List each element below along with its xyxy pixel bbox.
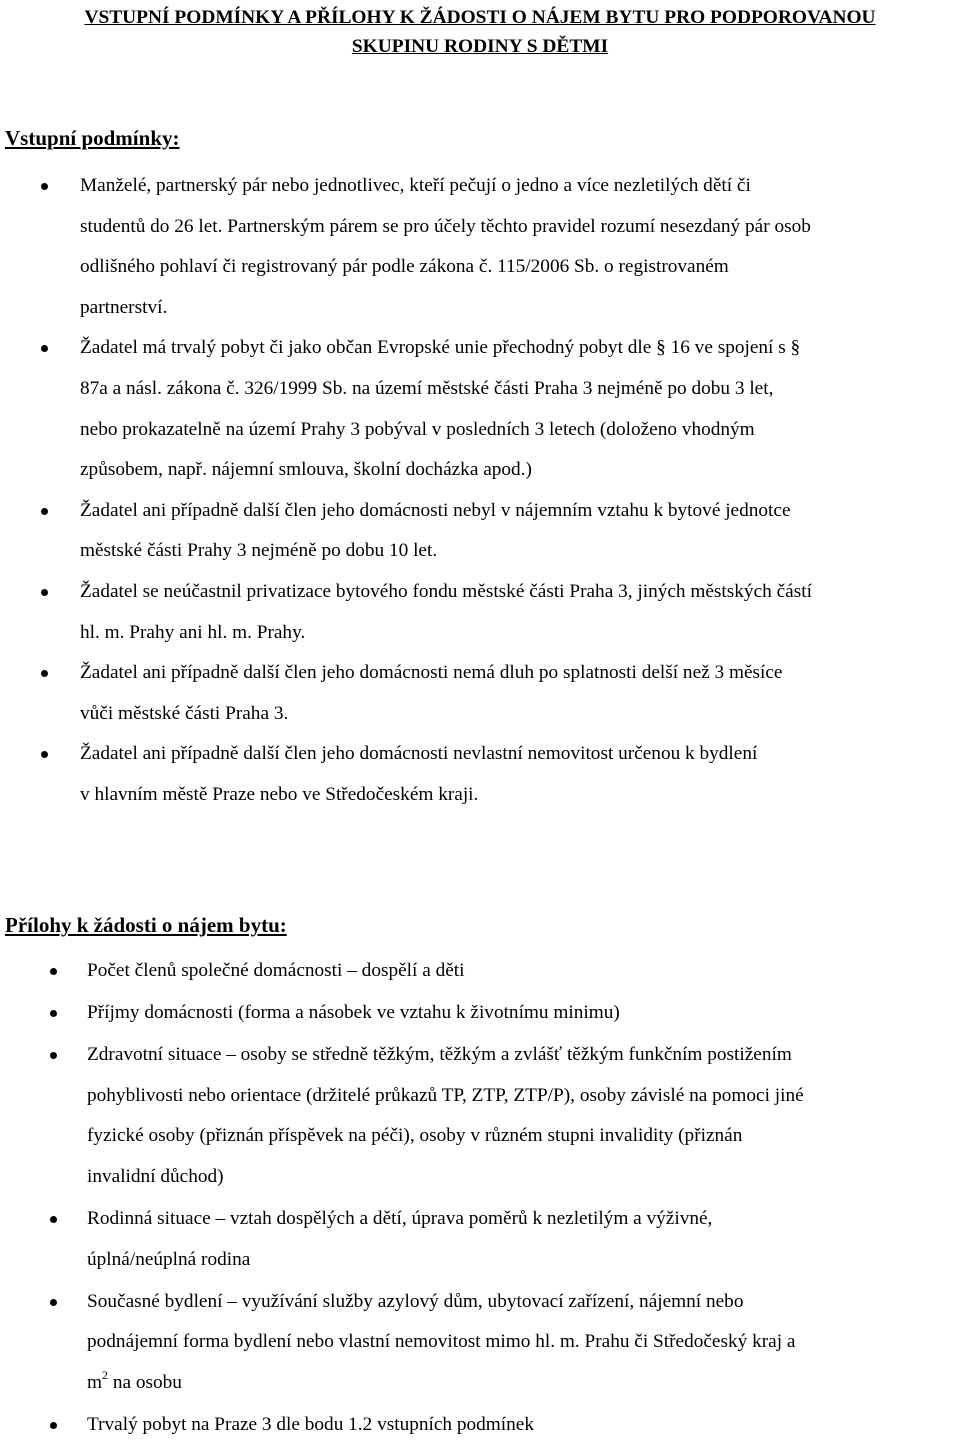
list-item-text: Žadatel ani případně další člen jeho domácnosti nevlastní nemovitost určenou k bydlení v hlavním městě Praze nebo ve Středočeském kraji. [80,743,758,805]
list-item [0,491,960,572]
list-item-text: Žadatel ani případně další člen jeho domácnosti nemá dluh po splatnosti delší než 3 měsíce vůči městské části Praha 3. [80,662,783,724]
list-item-text: Příjmy domácnosti (forma a násobek ve vztahu k životnímu minimu) [87,1002,620,1024]
list-item-text: Manželé, partnerský pár nebo jednotlivec, kteří pečují o jedno a více nezletilých dětí či studentů do 26 let. Partnerským párem se pro účely těchto pravidel rozumí nesezdaný pár osob odlišného pohlaví či registrovaný pár podle zákona č. 115/2006 Sb. o registrovaném partnerství. [80,175,811,318]
bullet-icon [50,1422,57,1429]
list-item-text: Rodinná situace – vztah dospělých a dětí, úprava poměrů k nezletilým a výživné, úplná/neúplná rodina [87,1208,713,1270]
list-item [0,1405,960,1446]
list-item-text: Žadatel ani případně další člen jeho domácnosti nebyl v nájemním vztahu k bytové jednotce městské části Prahy 3 nejméně po dobu 10 let. [80,499,791,562]
list-item-text: Žadatel se neúčastnil privatizace bytového fondu městské části Praha 3, jiných městských částí hl. m. Prahy ani hl. m. Prahy. [80,580,812,643]
list-item [0,653,960,734]
list-item-text: Trvalý pobyt na Praze 3 dle bodu 1.2 vstupních podmínek [87,1414,534,1436]
bullet-icon [41,345,48,352]
list-item [0,993,960,1034]
attachments-heading: Přílohy k žádosti o nájem bytu: [5,913,287,937]
bullet-icon [50,1299,57,1306]
list-item [0,951,960,992]
superscript: 2 [102,1367,108,1382]
bullet-icon [50,1052,57,1059]
bullet-icon [41,670,48,677]
bullet-icon [50,968,57,975]
bullet-icon [41,751,48,758]
list-item-text: Současné bydlení – využívání služby azylový dům, ubytovací zařízení, nájemní nebo podnájemní forma bydlení nebo vlastní nemovitost mimo hl. m. Prahu či Středočeský kraj a $m^2$ na osobu [87,1290,796,1393]
list-item-text: Zdravotní situace – osoby se středně těžkým, těžkým a zvlášť těžkým funkčním postižením pohyblivosti nebo orientace (držitelé průkazů TP, ZTP, ZTP/P), osoby závislé na pomoci jiné fyzické osoby (přiznán příspěvek na péči), osoby v různém stupni invalidity (přiznán invalidní důchod) [87,1044,804,1187]
conditions-heading: Vstupní podmínky: [5,126,180,150]
attachments-list [0,951,960,1447]
list-item [0,166,960,328]
title-line-2: SKUPINU RODINY S DĚTMI [351,36,609,57]
list-item-text: Počet členů společné domácnosti – dospělí a děti [87,960,465,981]
title-line-1: VSTUPNÍ PODMÍNKY A PŘÍLOHY K ŽÁDOSTI O NÁJEM BYTU PRO PODPOROVANOU [84,7,876,28]
bullet-icon [41,508,48,515]
conditions-list [0,166,960,816]
bullet-icon [41,183,48,190]
document-title [0,3,960,61]
list-item [0,328,960,490]
list-item [0,572,960,653]
bullet-icon [50,1010,57,1017]
list-item [0,734,960,815]
bullet-icon [41,589,48,596]
list-item [0,1199,960,1280]
list-item [0,1282,960,1404]
list-item [0,1035,960,1197]
list-item-text: Žadatel má trvalý pobyt či jako občan Evropské unie přechodný pobyt dle § 16 ve spojení s § 87a a násl. zákona č. 326/1999 Sb. na území městské části Praha 3 nejméně po dobu 3 let, nebo prokazatelně na území Prahy 3 pobýval v posledních 3 letech (doloženo vhodným způsobem, např. nájemní smlouva, školní docházka apod.) [80,337,801,481]
bullet-icon [50,1216,57,1223]
